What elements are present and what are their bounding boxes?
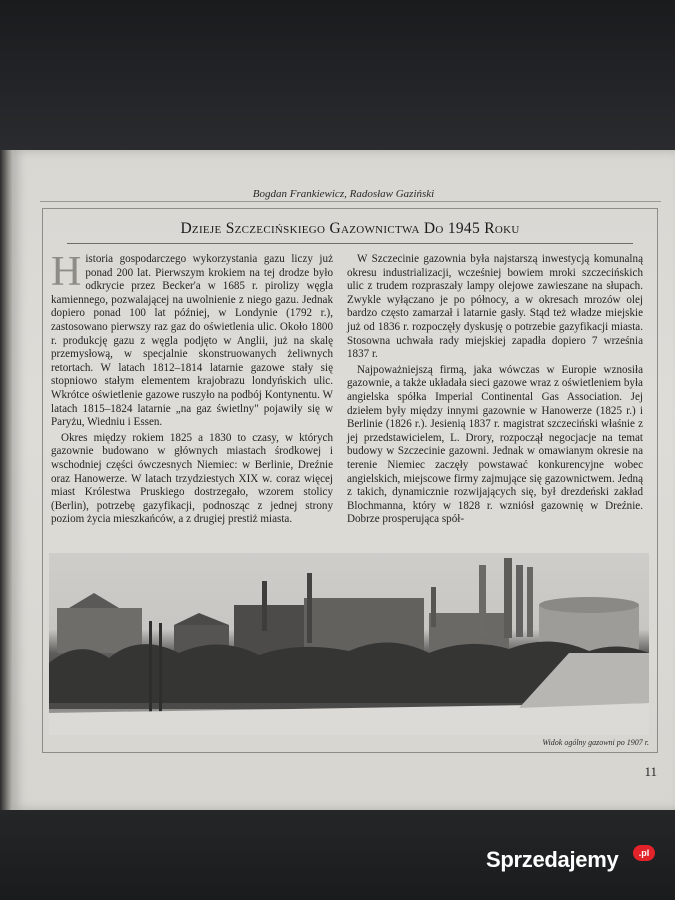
book-page bbox=[12, 150, 675, 810]
paragraph: Najpoważniejszą firmą, jaka wówczas w Europie wznosiła gazownie, a także układała sieci gazowe wraz z oświetleniem była angielska spółka Imperial Continental Gas Association. Jej dziełem były między innymi gazownie w Hanowerze (1825 r.) i Berlinie (1826 r.). Jesienią 1837 r. magistrat szczeciński właśnie z jej przedstawicielem, L. Drory, rozpoczął negocjacje na temat budowy w Szczecinie gazowni. Jednak w omawianym okresie na terenie Niemiec zaczęły powstawać konkurencyjne wobec angielskich, miejscowe firmy zajmujące się gazownictwem. Jedną z takich, dynamicznie rozwijających się, był drezdeński zakład Blochmanna, który w 1828 r. wzniósł gazownię w Dreźnie. Dobrze prosperująca spół- bbox=[347, 363, 643, 526]
article-title: Dzieje Szczecińskiego Gazownictwa Do 1945 Roku bbox=[180, 220, 520, 237]
watermark-logo: Sprzedajemy bbox=[486, 847, 619, 872]
right-column bbox=[347, 253, 643, 529]
running-header: Bogdan Frankiewicz, Radosław Gaziński bbox=[252, 188, 435, 200]
title-rule bbox=[67, 243, 633, 244]
background-top bbox=[0, 0, 675, 150]
paragraph bbox=[51, 249, 333, 430]
page-number: 11 bbox=[644, 764, 657, 779]
gasworks-photo-illustration bbox=[49, 553, 649, 735]
left-column bbox=[51, 249, 333, 529]
paragraph: Okres między rokiem 1825 a 1830 to czasy, w których gazownie budowano w głównych miastach środkowej i wschodniej części ówczesnych Niemiec: w Berlinie, Dreźnie oraz Hanowerze. W latach trzydziestych XIX w. coraz więcej miast Królestwa Pruskiego dostrzegało, wzorem stolicy (Berlin), potrzebę gazyfikacji, podnosząc z jednej strony poziom życia mieszkańców, a z drugiej prestiż miasta. bbox=[51, 431, 333, 526]
drop-cap: H bbox=[51, 249, 82, 295]
paragraph-text: istoria gospodarczego wykorzystania gazu liczy już ponad 200 lat. Pierwszym krokiem na tej drodze było odkrycie przez Becker'a w 1685 r. pirolizy węgla kamiennego, pozwalającej na uwolnienie z niego gazu. Jednak dopiero ponad 100 lat później, w Londynie (1792 r.), zastosowano pierwszy raz gaz do oświetlenia ulic. Około 1800 r. produkcję gazu z węgla podjęto w Anglii, już na skalę przemysłową, w specjalnie skonstruowanych żeliwnych retortach. W latach 1812–1814 latarnie gazowe stały się stopniowo stałym elementem krajobrazu londyńskich ulic. Wkrótce oświetlenie gazowe ruszyło na podbój Kontynentu. W latach 1815–1824 latarnie „na gaz świetlny" pojawiły się w Paryżu, Wiedniu i Essen. bbox=[51, 253, 333, 429]
watermark-badge: .pl bbox=[633, 845, 655, 861]
photo-caption: Widok ogólny gazowni po 1907 r. bbox=[542, 738, 649, 747]
paragraph: W Szczecinie gazownia była najstarszą inwestycją komunalną okresu industrializacji, wcześniej bowiem mroki szczecińskich ulic z trudem rozpraszały lampy olejowe zawieszane na słupach. Zwykle wyłączano je po północy, a w okresach mrozów olej bardzo często zamarzał i latarnie gasły. Stąd też władze miejskie już od 1836 r. rozpoczęły dyskusję o potrzebie gazyfikacji miasta. Stosowna uchwała rady miejskiej zapadła dopiero 7 września 1837 r. bbox=[347, 253, 643, 361]
article-frame bbox=[42, 208, 658, 753]
header-rule bbox=[40, 201, 661, 202]
gasworks-photo bbox=[49, 553, 649, 735]
